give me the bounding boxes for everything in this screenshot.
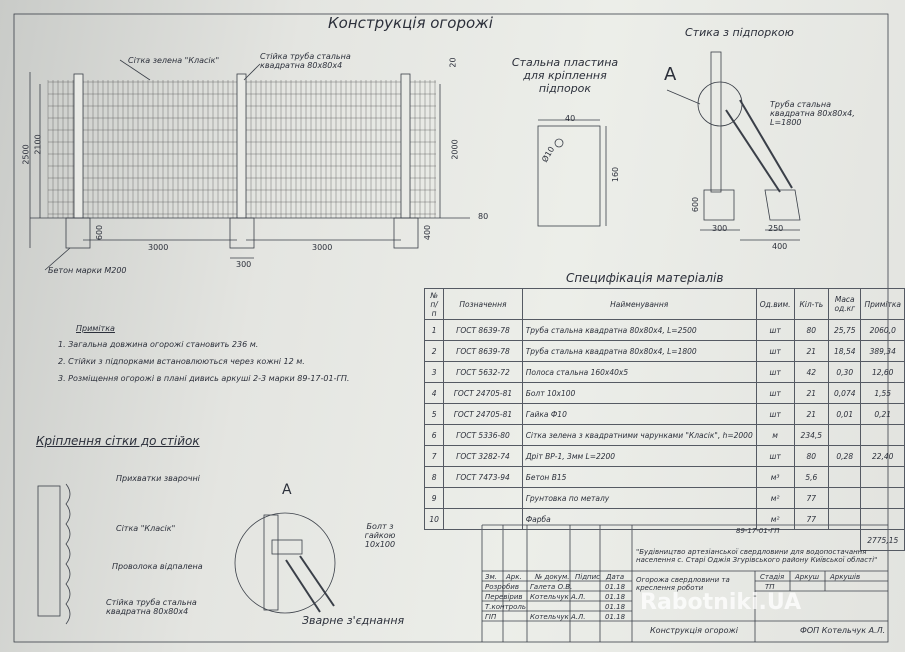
- dim-2000: 2000: [450, 139, 460, 160]
- spec-col-qty: Кіл-ть: [794, 289, 829, 320]
- mount-post: [38, 486, 60, 616]
- spec-cell: 8: [425, 467, 444, 488]
- spec-row: [425, 488, 905, 509]
- mount-mesh-label: Сітка "Класік": [116, 524, 176, 533]
- spec-cell: 0,28: [829, 446, 861, 467]
- spec-cell: 6: [425, 425, 444, 446]
- dim-2500: 2500: [21, 144, 31, 165]
- spec-row: [425, 446, 905, 467]
- note-item: 2. Стійки з підпорками встановлюються через кожні 12 м.: [58, 357, 305, 366]
- spec-cell: [861, 425, 905, 446]
- concrete-label: Бетон марки М200: [48, 266, 127, 275]
- wire-label: Проволока відпалена: [112, 562, 203, 571]
- spec-col-code: Позначення: [444, 289, 522, 320]
- note-item: 1. Загальна довжина огорожі становить 236 м.: [58, 340, 259, 349]
- spec-cell: 0,21: [861, 404, 905, 425]
- joint-dim-300: 300: [712, 224, 728, 233]
- fence-post-2: [237, 74, 246, 218]
- spec-cell: 1: [425, 320, 444, 341]
- plate-hole: [555, 139, 563, 147]
- detail-A-large: [235, 513, 335, 613]
- spec-cell: м³: [756, 467, 794, 488]
- tb-hdr: № докум.: [535, 573, 570, 581]
- spec-cell: м²: [756, 509, 794, 530]
- dim-400: 400: [423, 224, 433, 241]
- spec-cell: 234,5: [794, 425, 829, 446]
- spec-cell: 21: [794, 341, 829, 362]
- spec-cell: шт: [756, 320, 794, 341]
- spec-cell: ГОСТ 3282-74: [444, 446, 522, 467]
- spec-cell: Гайка Ф10: [522, 404, 756, 425]
- dim-600: 600: [95, 224, 105, 241]
- spec-cell: Сітка зелена з квадратними чарунками "Класік", h=2000: [522, 425, 756, 446]
- spec-cell: [861, 509, 905, 530]
- drawing-subtitle: Огорожа свердловини та креслення роботи: [636, 576, 730, 592]
- spec-cell: Дріт ВР-1, 3мм L=2200: [522, 446, 756, 467]
- footing-3: [394, 218, 418, 248]
- spec-cell: 0,074: [829, 383, 861, 404]
- fence-post-1: [74, 74, 83, 218]
- spec-cell: Полоса стальна 160х40х5: [522, 362, 756, 383]
- spec-cell: 21: [794, 383, 829, 404]
- col-sheet: Аркуш: [795, 573, 820, 581]
- spec-cell: 5,6: [794, 467, 829, 488]
- spec-cell: Бетон В15: [522, 467, 756, 488]
- spec-cell: [861, 488, 905, 509]
- spec-cell: [829, 425, 861, 446]
- titleblock-person-field: Котельчук А.Л.: [530, 593, 586, 601]
- spec-row: [425, 341, 905, 362]
- mesh-mount-title: Кріплення сітки до стійок: [36, 434, 200, 448]
- bolt-label: Болт з гайкою 10х100: [364, 522, 396, 549]
- spec-cell: 3: [425, 362, 444, 383]
- mount-detail-A: А: [282, 482, 292, 498]
- titleblock-person-field: Перевірив: [485, 593, 523, 601]
- spec-cell: [444, 509, 522, 530]
- spec-col-num: № п/п: [425, 289, 444, 320]
- spec-cell: Труба стальна квадратна 80х80х4, L=2500: [522, 320, 756, 341]
- titleblock-person-field: Розробив: [485, 583, 519, 591]
- titleblock-person-field: 01.18: [605, 583, 626, 591]
- spec-cell: [444, 488, 522, 509]
- titleblock-person-field: ГІП: [485, 613, 497, 621]
- post-label: Стійка труба стальна квадратна 80х80х4: [260, 52, 351, 70]
- dim-300: 300: [236, 260, 252, 269]
- spec-cell: шт: [756, 383, 794, 404]
- dim-20: 20: [448, 57, 458, 68]
- spec-cell: 18,54: [829, 341, 861, 362]
- fence-title: Конструкція огорожі: [328, 14, 493, 32]
- dim-3000-right: 3000: [312, 243, 333, 252]
- plate-title: Стальна пластина для кріплення підпорок: [511, 56, 619, 95]
- spec-cell: ГОСТ 8639-78: [444, 341, 522, 362]
- spec-col-note: Примітка: [861, 289, 905, 320]
- sheet-name: Конструкція огорожі: [650, 626, 738, 635]
- spec-row: [425, 467, 905, 488]
- spec-row: [425, 425, 905, 446]
- spec-cell: ГОСТ 5632-72: [444, 362, 522, 383]
- steel-plate: [538, 126, 600, 226]
- spec-header-row: [425, 289, 905, 320]
- footing-1: [66, 218, 90, 248]
- spec-cell: шт: [756, 404, 794, 425]
- spec-row: [425, 509, 905, 530]
- titleblock-person-field: Т.контроль: [485, 603, 526, 611]
- titleblock-person-field: 01.18: [605, 593, 626, 601]
- spec-cell: шт: [756, 341, 794, 362]
- titleblock-person-field: 01.18: [605, 613, 626, 621]
- notes-heading: Примітка: [76, 324, 115, 333]
- spec-cell: 10: [425, 509, 444, 530]
- spec-cell: 5: [425, 404, 444, 425]
- spec-cell: 2060,0: [861, 320, 905, 341]
- organization: ФОП Котельчук А.Л.: [800, 626, 886, 635]
- spec-cell: 2: [425, 341, 444, 362]
- col-stage: Стадія: [760, 573, 785, 581]
- spec-cell: Болт 10х100: [522, 383, 756, 404]
- spec-cell: 4: [425, 383, 444, 404]
- spec-col-name: Найменування: [522, 289, 756, 320]
- spec-cell: ГОСТ 5336-80: [444, 425, 522, 446]
- plate-dim-40: 40: [565, 114, 576, 123]
- spec-cell: Труба стальна квадратна 80х80х4, L=1800: [522, 341, 756, 362]
- joint-dim-250: 250: [768, 224, 784, 233]
- spec-col-mass: Маса од.кг: [829, 289, 861, 320]
- stage-value: ТП: [765, 583, 775, 591]
- spec-cell: 7: [425, 446, 444, 467]
- joint-post: [711, 52, 721, 192]
- spec-cell: 21: [794, 404, 829, 425]
- fence-post-3: [401, 74, 410, 218]
- spec-cell: 12,60: [861, 362, 905, 383]
- col-sheets: Аркушів: [830, 573, 861, 581]
- spec-row: [425, 320, 905, 341]
- spec-row: [425, 383, 905, 404]
- spec-cell: 0,30: [829, 362, 861, 383]
- tb-hdr: Дата: [606, 573, 625, 581]
- spec-row: [425, 362, 905, 383]
- plate-hole-dim: Ø10: [540, 145, 557, 164]
- joint-footing-1: [704, 190, 734, 220]
- spec-cell: 77: [794, 488, 829, 509]
- spec-cell: 389,34: [861, 341, 905, 362]
- joint-tube-label: Труба стальна квадратна 80х80х4, L=1800: [770, 100, 855, 127]
- plate-dim-160: 160: [611, 166, 621, 183]
- spec-cell: 0,01: [829, 404, 861, 425]
- watermark: Rabotniki.UA: [640, 590, 802, 615]
- joint-detail-A: А: [664, 64, 677, 85]
- joint-dim-600: 600: [691, 196, 701, 213]
- doc-code: 89-17-01-ГП: [736, 527, 780, 535]
- spec-cell: 9: [425, 488, 444, 509]
- tb-hdr: Підпис: [575, 573, 601, 581]
- weld-label: Прихватки зварочні: [116, 474, 200, 483]
- tb-hdr: Зм.: [485, 573, 497, 581]
- titleblock-person-field: Галета О.В.: [530, 583, 573, 591]
- dim-3000-left: 3000: [148, 243, 169, 252]
- joint-title: Стика з підпоркою: [685, 26, 794, 39]
- joint-footing-2: [765, 190, 800, 220]
- spec-cell: [829, 467, 861, 488]
- project-name: "Будівництво артезіанської свердловини для водопостачання населення с. Старі Оджія Згурівського району Київської області": [636, 548, 878, 564]
- spec-cell: ГОСТ 7473-94: [444, 467, 522, 488]
- spec-cell: [829, 488, 861, 509]
- welded-label: Зварне з'єднання: [302, 614, 405, 627]
- spec-title: Специфікація матеріалів: [566, 271, 724, 285]
- spec-cell: 22,40: [861, 446, 905, 467]
- mount-mesh-wave: [66, 484, 70, 624]
- mesh-label: Сітка зелена "Класік": [128, 56, 220, 65]
- dim-80: 80: [478, 212, 489, 221]
- spec-cell: шт: [756, 362, 794, 383]
- spec-cell: [861, 467, 905, 488]
- detail-A-circle: [698, 82, 742, 126]
- spec-cell: 77: [794, 509, 829, 530]
- spec-cell: ГОСТ 24705-81: [444, 404, 522, 425]
- spec-table: [424, 288, 905, 551]
- mount-post-label: Стійка труба стальна квадратна 80х80х4: [106, 598, 197, 616]
- spec-cell: 42: [794, 362, 829, 383]
- joint-dim-400: 400: [772, 242, 788, 251]
- spec-cell: м: [756, 425, 794, 446]
- spec-cell: м²: [756, 488, 794, 509]
- dim-2100: 2100: [33, 134, 43, 155]
- spec-col-unit: Од.вим.: [756, 289, 794, 320]
- spec-cell: Грунтовка по металу: [522, 488, 756, 509]
- footing-2: [230, 218, 254, 248]
- spec-cell: 25,75: [829, 320, 861, 341]
- note-item: 3. Розміщення огорожі в плані дивись аркуші 2-3 марки 89-17-01-ГП.: [58, 374, 350, 383]
- spec-cell: Фарба: [522, 509, 756, 530]
- spec-cell: ГОСТ 8639-78: [444, 320, 522, 341]
- spec-cell: шт: [756, 446, 794, 467]
- spec-total: 2775,15: [861, 530, 905, 551]
- spec-cell: [829, 509, 861, 530]
- spec-cell: 1,55: [861, 383, 905, 404]
- spec-cell: 80: [794, 320, 829, 341]
- spec-cell: 80: [794, 446, 829, 467]
- spec-cell: ГОСТ 24705-81: [444, 383, 522, 404]
- tb-hdr: Арк.: [506, 573, 522, 581]
- titleblock-person-field: 01.18: [605, 603, 626, 611]
- titleblock-person-field: Котельчук А.Л.: [530, 613, 586, 621]
- spec-row: [425, 404, 905, 425]
